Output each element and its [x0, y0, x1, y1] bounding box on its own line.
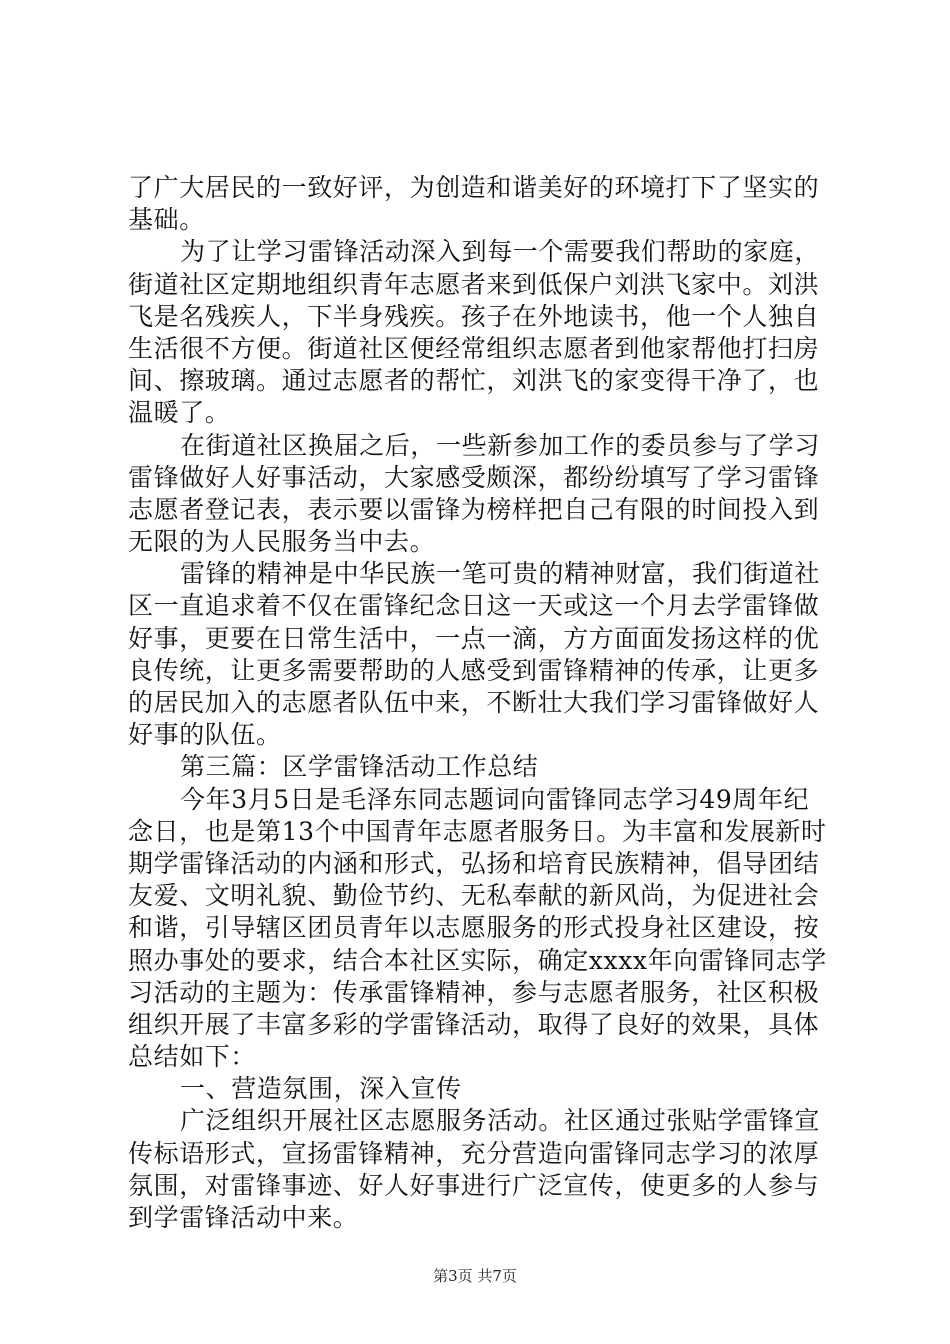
text-line: 的居民加入的志愿者队伍中来，不断壮大我们学习雷锋做好人 — [128, 688, 820, 717]
text-line: 念日，也是第13个中国青年志愿者服务日。为丰富和发展新时 — [128, 816, 827, 846]
page-number-footer: 第3页 共7页 — [433, 1267, 517, 1285]
text-line: 间、擦玻璃。通过志愿者的帮忙，刘洪飞的家变得干净了，也 — [128, 366, 820, 396]
text-line: 无限的为人民服务当中去。 — [128, 527, 436, 557]
text-line: 志愿者登记表，表示要以雷锋为榜样把自己有限的时间投入到 — [128, 494, 820, 524]
text-line: 好事，更要在日常生活中，一点一滴，方方面面发扬这样的优 — [128, 623, 820, 653]
text-line: 组织开展了丰富多彩的学雷锋活动，取得了良好的效果，具体 — [128, 1009, 820, 1039]
text-line: 氛围，对雷锋事迹、好人好事进行广泛宣传，使更多的人参与 — [128, 1170, 820, 1200]
text-line: 飞是名残疾人，下半身残疾。孩子在外地读书，他一个人独自 — [128, 301, 820, 331]
text-line: 照办事处的要求，结合本社区实际，确定xxxx年向雷锋同志学 — [128, 945, 827, 975]
text-line: 期学雷锋活动的内涵和形式，弘扬和培育民族精神，倡导团结 — [128, 848, 820, 878]
text-line: 区一直追求着不仅在雷锋纪念日这一天或这一个月去学雷锋做 — [128, 591, 820, 621]
paragraph-start-line: 为了让学习雷锋活动深入到每一个需要我们帮助的家庭， — [180, 237, 821, 267]
document-body — [128, 172, 828, 1234]
subsection-heading: 一、营造氛围，深入宣传 — [180, 1074, 462, 1104]
text-line: 雷锋做好人好事活动，大家感受颇深，都纷纷填写了学习雷锋 — [128, 462, 820, 492]
paragraph-start-line: 广泛组织开展社区志愿服务活动。社区通过张贴学雷锋宣 — [180, 1106, 821, 1136]
text-line: 和谐，引导辖区团员青年以志愿服务的形式投身社区建设，按 — [128, 913, 820, 943]
text-line: 总结如下： — [128, 1042, 257, 1072]
text-line: 习活动的主题为：传承雷锋精神，参与志愿者服务，社区积极 — [128, 977, 820, 1007]
text-line: 传标语形式，宣扬雷锋精神，充分营造向雷锋同志学习的浓厚 — [128, 1138, 820, 1168]
text-line: 良传统，让更多需要帮助的人感受到雷锋精神的传承，让更多 — [128, 655, 820, 685]
text-line: 街道社区定期地组织青年志愿者来到低保户刘洪飞家中。刘洪 — [128, 269, 820, 299]
paragraph-start-line: 雷锋的精神是中华民族一笔可贵的精神财富，我们街道社 — [180, 559, 821, 589]
text-line: 基础。 — [128, 205, 205, 235]
text-line: 友爱、文明礼貌、勤俭节约、无私奉献的新风尚，为促进社会 — [128, 881, 820, 911]
text-line: 温暖了。 — [128, 398, 231, 428]
text-line: 了广大居民的一致好评，为创造和谐美好的环境打下了坚实的 — [128, 173, 820, 202]
paragraph-start-line: 今年3月5日是毛泽东同志题词向雷锋同志学习49周年纪 — [180, 784, 810, 814]
text-line: 好事的队伍。 — [128, 720, 282, 750]
section-heading: 第三篇：区学雷锋活动工作总结 — [180, 752, 539, 782]
text-line: 生活很不方便。街道社区便经常组织志愿者到他家帮他打扫房 — [128, 333, 820, 363]
paragraph-start-line: 在街道社区换届之后，一些新参加工作的委员参与了学习 — [180, 430, 821, 460]
text-line: 到学雷锋活动中来。 — [128, 1203, 359, 1232]
